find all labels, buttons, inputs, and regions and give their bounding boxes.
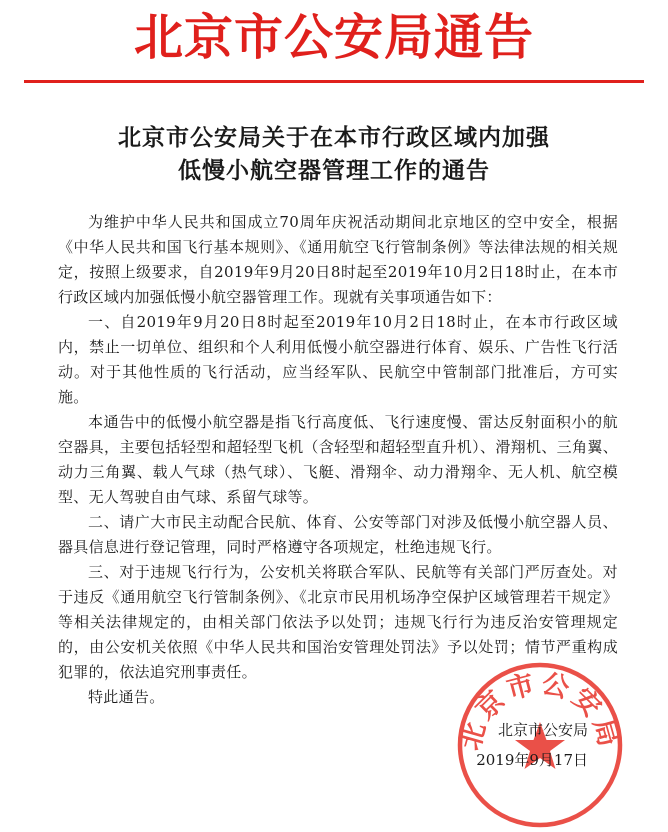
notice-header: 北京市公安局通告	[133, 8, 534, 66]
notice-body	[58, 210, 618, 710]
seal-graphic	[455, 660, 625, 830]
official-seal	[455, 660, 625, 830]
paragraph-intro: 为维护中华人民共和国成立70周年庆祝活动期间北京地区的空中安全，根据《中华人民共和国飞行基本规则》、《通用航空飞行管制条例》等法律法规的相关规定，按照上级要求，自2019年9月20日8时起至2019年10月2日18时止，在本市行政区域内加强低慢小航空器管理工作。现就有关事项通告如下：	[58, 213, 618, 306]
header-divider	[24, 80, 644, 83]
paragraph-item-2: 二、请广大市民主动配合民航、体育、公安等部门对涉及低慢小航空器人员、器具信息进行登记管理，同时严格遵守各项规定，杜绝违规飞行。	[58, 513, 618, 556]
paragraph-definition: 本通告中的低慢小航空器是指飞行高度低、飞行速度慢、雷达反射面积小的航空器具，主要包括轻型和超轻型飞机（含轻型和超轻型直升机）、滑翔机、三角翼、动力三角翼、载人气球（热气球）、飞艇、滑翔伞、动力滑翔伞、无人机、航空模型、无人驾驶自由气球、系留气球等。	[58, 413, 618, 506]
notice-title-line-1: 北京市公安局关于在本市行政区域内加强	[118, 124, 550, 151]
paragraph-item-1: 一、自2019年9月20日8时起至2019年10月2日18时止，在本市行政区域内，禁止一切单位、组织和个人利用低慢小航空器进行体育、娱乐、广告性飞行活动。对于其他性质的飞行活动，应当经军队、民航空中管制部门批准后，方可实施。	[58, 313, 618, 406]
signature-date: 2019年9月17日	[476, 751, 588, 769]
seal-text: 北京市公安局	[455, 667, 625, 754]
signatory: 北京市公安局	[497, 721, 588, 739]
paragraph-closing: 特此通告。	[88, 688, 165, 706]
notice-title-line-2: 低慢小航空器管理工作的通告	[178, 157, 490, 184]
paragraph-item-3: 三、对于违规飞行行为，公安机关将联合军队、民航等有关部门严厉查处。对于违反《通用航空飞行管制条例》、《北京市民用机场净空保护区域管理若干规定》等相关法律规定的，由相关部门依法予以处罚；违规飞行行为违反治安管理规定的，由公安机关依照《中华人民共和国治安管理处罚法》予以处罚；情节严重构成犯罪的，依法追究刑事责任。	[58, 563, 618, 681]
